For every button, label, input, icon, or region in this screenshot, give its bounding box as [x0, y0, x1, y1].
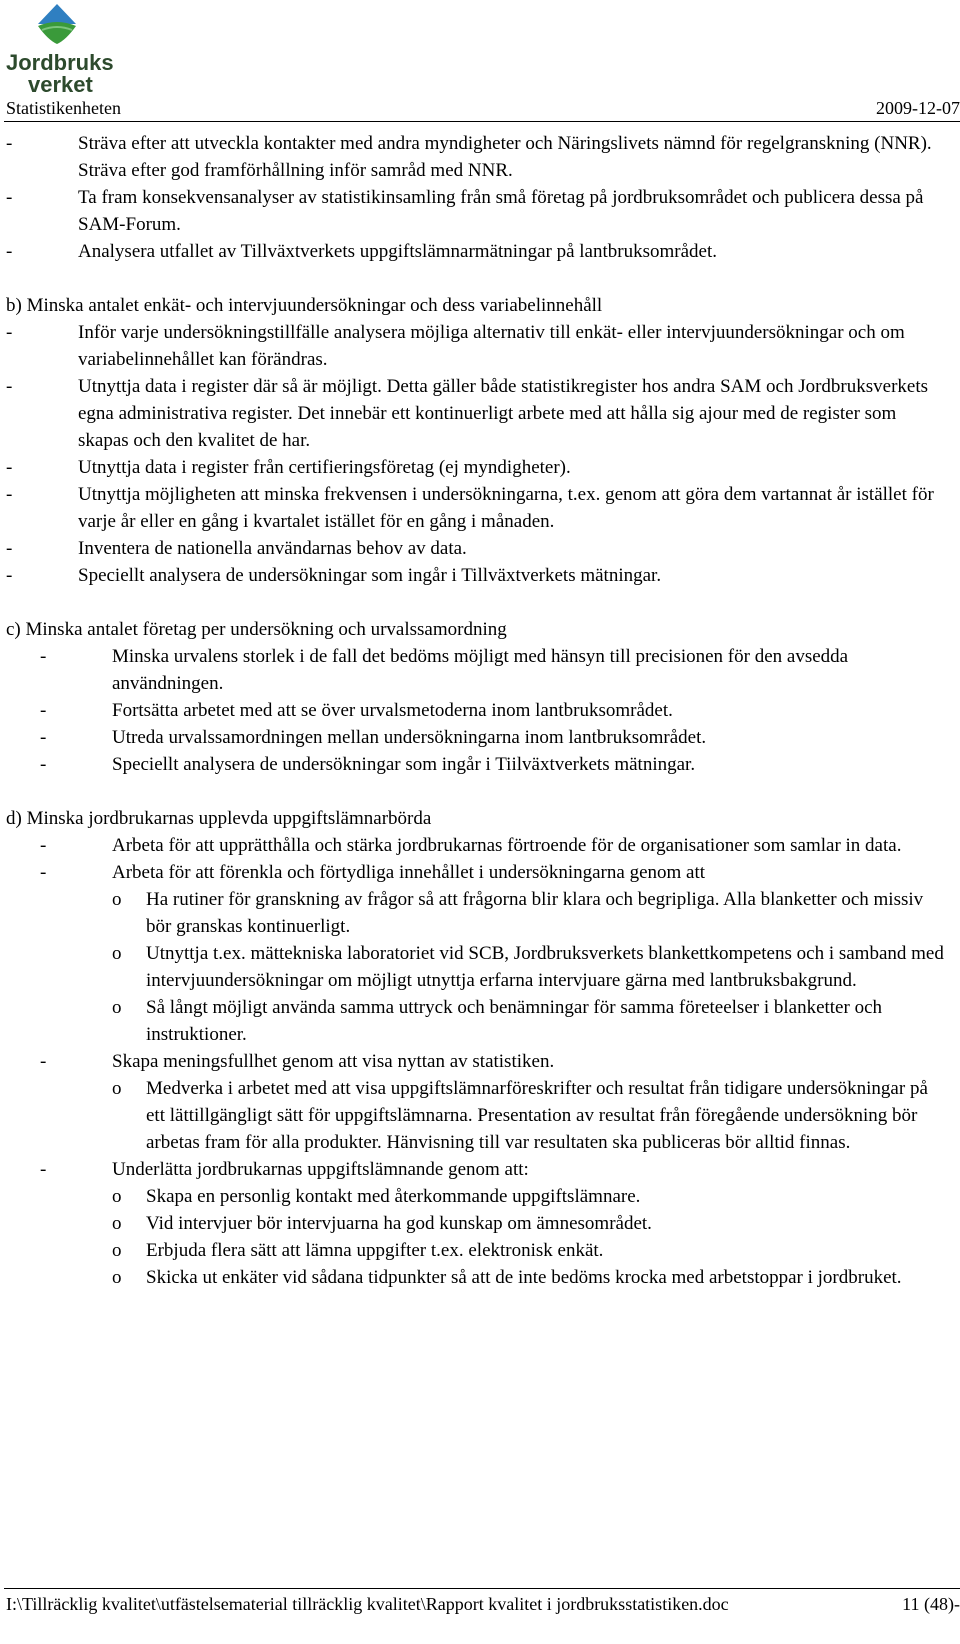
file-path: I:\Tillräcklig kvalitet\utfästelsematerial tillräcklig kvalitet\Rapport kvalitet i jordbruksstatistiken.doc: [6, 1594, 729, 1614]
list-item: - Inventera de nationella användarnas behov av data.: [6, 538, 467, 559]
sub-list-item: o Erbjuda flera sätt att lämna uppgifter t.ex. elektronisk enkät.: [112, 1240, 604, 1261]
list-item: - Inför varje undersökningstillfälle analysera möjliga alternativ till enkät- eller intervjuundersökningar och om variabelinnehållet kan förändras.: [6, 322, 905, 370]
sub-list-item: o Utnyttja t.ex. mättekniska laboratoriet vid SCB, Jordbruksverkets blankettkompetens och i samband med intervjuundersökningar om möjligt utnyttja erfarna intervjuare gärna med lantbruksbakgrund.: [112, 943, 944, 991]
list-item: - Utnyttja data i register från certifieringsföretag (ej myndigheter).: [6, 457, 571, 478]
header-divider: [4, 121, 960, 122]
list-item: - Skapa meningsfullhet genom att visa nyttan av statistiken.: [40, 1051, 555, 1072]
jordbruksverket-logo: [0, 0, 120, 96]
list-item: - Underlätta jordbrukarnas uppgiftslämnande genom att:: [40, 1159, 529, 1180]
list-item: - Sträva efter att utveckla kontakter med andra myndigheter och Näringslivets nämnd för regelgranskning (NNR). Sträva efter god framförhållning inför samråd med NNR.: [6, 133, 932, 181]
section-b-heading: b) Minska antalet enkät- och intervjuundersökningar och dess variabelinnehåll: [6, 295, 603, 316]
page-footer: [6, 1592, 960, 1616]
list-item: - Ta fram konsekvensanalyser av statistikinsamling från små företag på jordbruksområdet och publicera dessa på SAM-Forum.: [6, 187, 924, 235]
page-number: 11 (48)-: [902, 1594, 960, 1614]
sub-list-item: o Ha rutiner för granskning av frågor så att frågorna blir klara och begripliga. Alla blanketter och missiv bör granskas kontinuerligt.: [112, 889, 924, 937]
page-header: [6, 96, 960, 120]
svg-text:Jordbruks: Jordbruks: [6, 50, 114, 75]
list-item: - Speciellt analysera de undersökningar som ingår i Tiilväxtverkets mätningar.: [40, 754, 696, 775]
sub-list-item: o Medverka i arbetet med att visa uppgiftslämnarföreskrifter och resultat från tidigare undersökningar på ett lättillgängligt sätt för uppgiftslämnarna. Presentation av resultat från föregående undersökning bör arbetas fram för alla produkter. Hänvisning till var resultaten ska publiceras bör alltid finnas.: [112, 1078, 928, 1153]
sub-list-item: o Så långt möjligt använda samma uttryck och benämningar för samma företeelser i blanketter och instruktioner.: [112, 997, 882, 1045]
sub-list-item: o Vid intervjuer bör intervjuarna ha god kunskap om ämnesområdet.: [112, 1213, 652, 1234]
unit-name: Statistikenheten: [6, 98, 121, 118]
document-body: [6, 130, 948, 1291]
svg-text:verket: verket: [28, 72, 93, 96]
section-d-heading: d) Minska jordbrukarnas upplevda uppgiftslämnarbörda: [6, 808, 432, 829]
footer-divider: [4, 1588, 960, 1589]
list-item: - Utnyttja data i register där så är möjligt. Detta gäller både statistikregister hos andra SAM och Jordbruksverkets egna administrativa register. Det innebär ett kontinuerligt arbete med att hålla sig ajour med de register som skapas och den kvalitet de har.: [6, 376, 929, 451]
list-item: - Minska urvalens storlek i de fall det bedöms möjligt med hänsyn till precisionen för den avsedda användningen.: [40, 646, 849, 694]
sub-list-item: o Skicka ut enkäter vid sådana tidpunkter så att de inte bedöms krocka med arbetstoppar i jordbruket.: [112, 1267, 902, 1288]
list-item: - Arbeta för att upprätthålla och stärka jordbrukarnas förtroende för de organisationer som samlar in data.: [40, 835, 902, 856]
sub-list-item: o Skapa en personlig kontakt med återkommande uppgiftslämnare.: [112, 1186, 641, 1207]
list-item: - Utnyttja möjligheten att minska frekvensen i undersökningarna, t.ex. genom att göra dem vartannat år istället för varje år eller en gång i kvartalet istället för en gång i månaden.: [6, 484, 934, 532]
header-date: 2009-12-07: [876, 98, 960, 118]
list-item: - Utreda urvalssamordningen mellan undersökningarna inom lantbruksområdet.: [40, 727, 707, 748]
list-item: - Speciellt analysera de undersökningar som ingår i Tillväxtverkets mätningar.: [6, 565, 662, 586]
list-item: - Analysera utfallet av Tillväxtverkets uppgiftslämnarmätningar på lantbruksområdet.: [6, 241, 717, 262]
section-c-heading: c) Minska antalet företag per undersökning och urvalssamordning: [6, 619, 507, 640]
list-item: - Arbeta för att förenkla och förtydliga innehållet i undersökningarna genom att: [40, 862, 706, 883]
list-item: - Fortsätta arbetet med att se över urvalsmetoderna inom lantbruksområdet.: [40, 700, 673, 721]
